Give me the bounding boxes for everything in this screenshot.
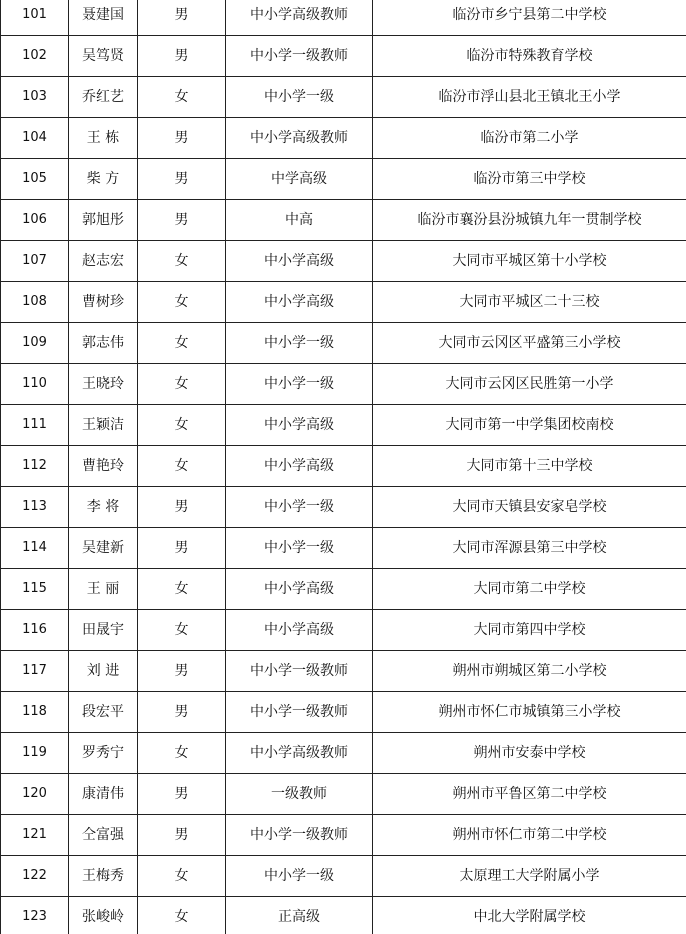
gender-cell: 女 [138,77,226,118]
table-row [1,0,686,36]
table-row [1,159,686,200]
school-name-cell: 大同市第四中学校 [373,610,686,651]
gender-cell: 男 [138,651,226,692]
row-number-cell: 121 [1,815,69,856]
professional-title-cell: 中小学一级教师 [226,815,373,856]
teacher-name-cell: 王 丽 [69,569,138,610]
professional-title-cell: 中小学一级 [226,487,373,528]
teacher-name-cell: 郭旭彤 [69,200,138,241]
row-number-cell: 106 [1,200,69,241]
school-name-cell: 朔州市安泰中学校 [373,733,686,774]
school-name-cell: 太原理工大学附属小学 [373,856,686,897]
teacher-name-cell: 乔红艺 [69,77,138,118]
professional-title-cell: 中小学高级 [226,610,373,651]
school-name-cell: 中北大学附属学校 [373,897,686,934]
professional-title-cell: 中小学一级 [226,528,373,569]
table-row [1,774,686,815]
gender-cell: 女 [138,446,226,487]
teacher-name-cell: 郭志伟 [69,323,138,364]
row-number-cell: 109 [1,323,69,364]
teacher-name-cell: 吴笃贤 [69,36,138,77]
row-number-cell: 118 [1,692,69,733]
school-name-cell: 大同市第十三中学校 [373,446,686,487]
gender-cell: 男 [138,815,226,856]
row-number-cell: 119 [1,733,69,774]
school-name-cell: 临汾市浮山县北王镇北王小学 [373,77,686,118]
professional-title-cell: 正高级 [226,897,373,934]
table-row [1,528,686,569]
school-name-cell: 临汾市特殊教育学校 [373,36,686,77]
table-row [1,282,686,323]
professional-title-cell: 中学高级 [226,159,373,200]
teacher-name-cell: 赵志宏 [69,241,138,282]
school-name-cell: 临汾市第三中学校 [373,159,686,200]
teacher-name-cell: 康清伟 [69,774,138,815]
gender-cell: 男 [138,528,226,569]
school-name-cell: 大同市云冈区平盛第三小学校 [373,323,686,364]
professional-title-cell: 中小学一级 [226,323,373,364]
teacher-name-cell: 吴建新 [69,528,138,569]
row-number-cell: 103 [1,77,69,118]
gender-cell: 女 [138,856,226,897]
professional-title-cell: 中小学高级教师 [226,0,373,36]
teacher-name-cell: 聂建国 [69,0,138,36]
row-number-cell: 107 [1,241,69,282]
school-name-cell: 朔州市平鲁区第二中学校 [373,774,686,815]
table-body [1,0,686,934]
row-number-cell: 102 [1,36,69,77]
table-row [1,692,686,733]
professional-title-cell: 中小学高级 [226,446,373,487]
row-number-cell: 101 [1,0,69,36]
teacher-name-cell: 李 将 [69,487,138,528]
teacher-name-cell: 仝富强 [69,815,138,856]
table-row [1,241,686,282]
professional-title-cell: 一级教师 [226,774,373,815]
row-number-cell: 105 [1,159,69,200]
gender-cell: 女 [138,569,226,610]
table-row [1,323,686,364]
professional-title-cell: 中小学一级教师 [226,692,373,733]
teacher-name-cell: 柴 方 [69,159,138,200]
professional-title-cell: 中小学一级 [226,77,373,118]
professional-title-cell: 中小学高级教师 [226,733,373,774]
table-row [1,364,686,405]
gender-cell: 女 [138,897,226,934]
gender-cell: 女 [138,405,226,446]
table-row [1,897,686,934]
row-number-cell: 117 [1,651,69,692]
professional-title-cell: 中小学一级 [226,364,373,405]
row-number-cell: 123 [1,897,69,934]
school-name-cell: 朔州市朔城区第二小学校 [373,651,686,692]
professional-title-cell: 中小学高级 [226,282,373,323]
table-row [1,36,686,77]
teacher-name-cell: 张峻岭 [69,897,138,934]
professional-title-cell: 中小学高级教师 [226,118,373,159]
gender-cell: 女 [138,323,226,364]
table-row [1,569,686,610]
gender-cell: 女 [138,282,226,323]
gender-cell: 男 [138,200,226,241]
row-number-cell: 112 [1,446,69,487]
row-number-cell: 116 [1,610,69,651]
gender-cell: 男 [138,159,226,200]
table-row [1,815,686,856]
table-row [1,733,686,774]
school-name-cell: 朔州市怀仁市第二中学校 [373,815,686,856]
teacher-name-cell: 段宏平 [69,692,138,733]
row-number-cell: 110 [1,364,69,405]
teacher-name-cell: 王颖洁 [69,405,138,446]
table-row [1,651,686,692]
gender-cell: 女 [138,733,226,774]
school-name-cell: 朔州市怀仁市城镇第三小学校 [373,692,686,733]
table-row [1,446,686,487]
school-name-cell: 大同市浑源县第三中学校 [373,528,686,569]
row-number-cell: 114 [1,528,69,569]
table-row [1,405,686,446]
teacher-name-cell: 王晓玲 [69,364,138,405]
school-name-cell: 大同市平城区二十三校 [373,282,686,323]
school-name-cell: 临汾市襄汾县汾城镇九年一贯制学校 [373,200,686,241]
table-row [1,118,686,159]
professional-title-cell: 中小学一级教师 [226,651,373,692]
gender-cell: 男 [138,118,226,159]
school-name-cell: 大同市云冈区民胜第一小学 [373,364,686,405]
gender-cell: 女 [138,364,226,405]
gender-cell: 女 [138,241,226,282]
school-name-cell: 临汾市乡宁县第二中学校 [373,0,686,36]
table-row [1,77,686,118]
gender-cell: 男 [138,0,226,36]
gender-cell: 男 [138,487,226,528]
professional-title-cell: 中小学高级 [226,569,373,610]
professional-title-cell: 中小学高级 [226,241,373,282]
row-number-cell: 111 [1,405,69,446]
teacher-name-cell: 刘 进 [69,651,138,692]
row-number-cell: 108 [1,282,69,323]
teacher-name-cell: 罗秀宁 [69,733,138,774]
professional-title-cell: 中小学一级教师 [226,36,373,77]
teacher-name-cell: 王梅秀 [69,856,138,897]
gender-cell: 女 [138,610,226,651]
school-name-cell: 大同市第一中学集团校南校 [373,405,686,446]
table-row [1,610,686,651]
teacher-name-cell: 王 栋 [69,118,138,159]
teacher-name-cell: 曹艳玲 [69,446,138,487]
professional-title-cell: 中小学一级 [226,856,373,897]
teacher-name-cell: 田晟宇 [69,610,138,651]
row-number-cell: 122 [1,856,69,897]
row-number-cell: 120 [1,774,69,815]
gender-cell: 男 [138,36,226,77]
row-number-cell: 113 [1,487,69,528]
row-number-cell: 104 [1,118,69,159]
gender-cell: 男 [138,692,226,733]
table-row [1,200,686,241]
table-row [1,487,686,528]
school-name-cell: 大同市平城区第十小学校 [373,241,686,282]
professional-title-cell: 中高 [226,200,373,241]
school-name-cell: 大同市天镇县安家皂学校 [373,487,686,528]
table-row [1,856,686,897]
school-name-cell: 临汾市第二小学 [373,118,686,159]
teacher-name-cell: 曹树珍 [69,282,138,323]
gender-cell: 男 [138,774,226,815]
professional-title-cell: 中小学高级 [226,405,373,446]
school-name-cell: 大同市第二中学校 [373,569,686,610]
row-number-cell: 115 [1,569,69,610]
